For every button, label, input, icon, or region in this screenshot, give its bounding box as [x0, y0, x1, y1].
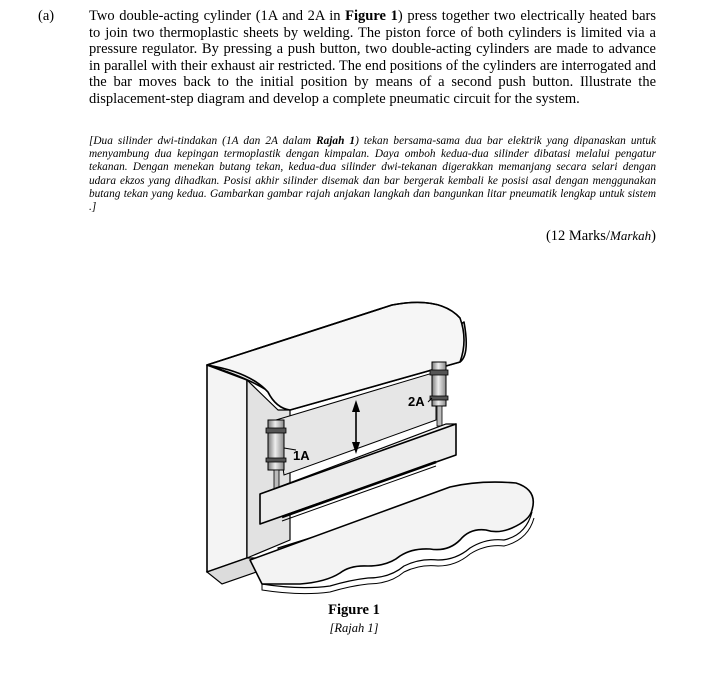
marks-malay: Markah — [609, 228, 652, 243]
cylinder-1a-label: 1A — [293, 448, 310, 463]
cylinder-2a-label: 2A — [408, 394, 425, 409]
figure-reference: Figure 1 — [345, 8, 398, 24]
malay-text-1: [Dua silinder dwi-tindakan (1A dan 2A dalam — [89, 135, 317, 147]
figure-caption-malay: [Rajah 1] — [329, 621, 379, 635]
marks-text: (12 Marks/ — [545, 228, 610, 244]
figure-caption: Figure 1 — [328, 602, 380, 618]
rajah-reference: Rajah 1 — [316, 135, 356, 147]
question-text-1: Two double-acting cylinder (1A and 2A in — [89, 8, 346, 24]
question-label: (a) — [38, 8, 55, 24]
question-text-2: ) press together two electrically heated bars to join two thermoplastic sheets by welding. The piston force of both cylinders is limited via a pressure regulator. By pressing a push button, two double-acting cylinders are made to advance in parallel with their exhaust air restricted. The end positions of the cylinders are interrogated and the bar moves back to the initial position by means of a second push button. Illustrate the displacement-step diagram and develop a complete pneumatic circuit for the system. — [89, 8, 656, 107]
marks-close: ) — [651, 228, 656, 244]
malay-text-2: ) tekan bersama-sama dua bar elektrik yang dipanaskan untuk menyambung dua kepingan termoplastik dengan kimpalan. Daya omboh kedua-dua silinder dibatasi melalui pengatur tekanan. Dengan menekan butang tekan, kedua-dua silinder dwi-tekanan digerakkan memanjang secara selari dengan udara ekzos yang dihadkan. Posisi akhir silinder disemak dan bar bergerak kembali ke posisi asal dengan menggunakan butang tekan yang kedua. Gambarkan gambar rajah anjakan langkah dan bangunkan litar pneumatik lengkap untuk sistem .] — [89, 135, 656, 214]
frame-left-face — [207, 365, 247, 572]
